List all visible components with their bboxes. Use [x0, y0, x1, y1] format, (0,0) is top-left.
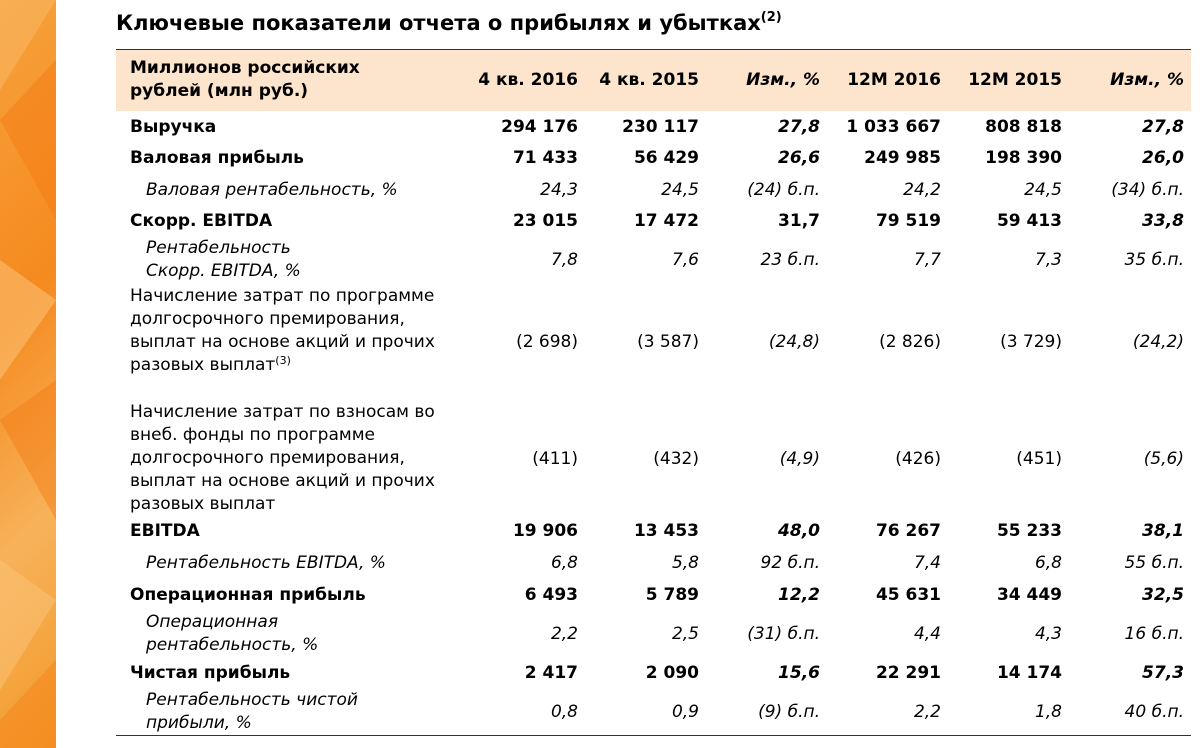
row-ebitda-margin-chg-fy: 55 б.п.: [1124, 553, 1184, 573]
row-operating-profit-12m-2015: 34 449: [996, 585, 1062, 605]
header-change-q: Изм., %: [746, 70, 820, 90]
row-ltip-accrual-q4-2015: (3 587): [637, 332, 699, 352]
title-footnote: (2): [760, 10, 782, 25]
row-adj-ebitda-margin-chg-q: 23 б.п.: [760, 250, 820, 270]
row-net-profit-label: Чистая прибыль: [130, 663, 291, 683]
row-revenue-12m-2015: 808 818: [985, 117, 1062, 137]
row-gross-margin-chg-fy: (34) б.п.: [1111, 180, 1184, 200]
row-net-margin-12m-2016: 2,2: [913, 702, 941, 722]
row-ebitda-q4-2015: 13 453: [633, 521, 699, 541]
row-ltip-accrual-footnote: (3): [275, 354, 291, 367]
row-operating-margin-chg-fy: 16 б.п.: [1124, 624, 1184, 644]
row-gross-profit-q4-2015: 56 429: [633, 148, 699, 168]
table-bottom-rule: [116, 735, 1191, 736]
row-adj-ebitda-12m-2015: 59 413: [996, 211, 1062, 231]
row-operating-margin-12m-2016: 4,4: [913, 624, 941, 644]
row-operating-margin-chg-q: (31) б.п.: [747, 624, 820, 644]
decorative-orange-stripe: [0, 0, 56, 748]
row-adj-ebitda-margin-label: Рентабельность Скорр. EBITDA, %: [146, 238, 301, 281]
row-social-contrib-q4-2016: (411): [532, 449, 578, 469]
row-revenue-chg-q: 27,8: [778, 117, 820, 137]
row-gross-margin-12m-2015: 24,5: [1024, 180, 1062, 200]
row-gross-margin-12m-2016: 24,2: [903, 180, 941, 200]
row-net-margin-chg-q: (9) б.п.: [758, 702, 820, 722]
row-operating-profit-chg-fy: 32,5: [1142, 585, 1184, 605]
row-social-contrib-q4-2015: (432): [653, 449, 699, 469]
row-operating-profit-label: Операционная прибыль: [130, 585, 366, 605]
header-12m-2016: 12М 2016: [847, 70, 941, 90]
row-operating-margin-q4-2015: 2,5: [671, 624, 699, 644]
row-ltip-accrual-label: [130, 285, 455, 377]
row-revenue-label: Выручка: [130, 117, 217, 137]
row-adj-ebitda-chg-fy: 33,8: [1142, 211, 1184, 231]
row-adj-ebitda-margin-q4-2015: 7,6: [671, 250, 699, 270]
row-net-margin-q4-2015: 0,9: [671, 702, 699, 722]
row-ebitda-margin-chg-q: 92 б.п.: [760, 553, 820, 573]
row-ebitda-margin-q4-2016: 6,8: [550, 553, 578, 573]
row-ebitda-label: EBITDA: [130, 521, 200, 541]
row-ebitda-12m-2015: 55 233: [996, 521, 1062, 541]
row-adj-ebitda-margin-12m-2016: 7,7: [913, 250, 941, 270]
row-ltip-accrual-12m-2016: (2 826): [879, 332, 941, 352]
row-social-contrib-chg-q: (4,9): [779, 449, 820, 469]
row-gross-profit-label: Валовая прибыль: [130, 148, 304, 168]
row-ebitda-margin-label: Рентабельность EBITDA, %: [146, 553, 386, 573]
row-ebitda-q4-2016: 19 906: [512, 521, 578, 541]
row-revenue-chg-fy: 27,8: [1142, 117, 1184, 137]
row-ebitda-margin-12m-2015: 6,8: [1034, 553, 1062, 573]
row-ltip-accrual-text: Начисление затрат по программе долгосрочного премирования, выплат на основе акций и прочих разовых выплат: [130, 286, 435, 375]
row-gross-profit-q4-2016: 71 433: [512, 148, 578, 168]
row-social-contrib-chg-fy: (5,6): [1143, 449, 1184, 469]
row-operating-profit-chg-q: 12,2: [778, 585, 820, 605]
row-ebitda-chg-q: 48,0: [778, 521, 820, 541]
row-revenue-12m-2016: 1 033 667: [846, 117, 941, 137]
row-net-profit-12m-2015: 14 174: [996, 663, 1062, 683]
header-12m-2015: 12М 2015: [968, 70, 1062, 90]
header-q4-2015: 4 кв. 2015: [599, 70, 699, 90]
row-social-contrib-label: Начисление затрат по взносам во внеб. фонды по программе долгосрочного премирования, выплат на основе акций и прочих разовых выплат: [130, 402, 435, 514]
row-gross-margin-q4-2015: 24,5: [661, 180, 699, 200]
row-ltip-accrual-chg-q: (24,8): [768, 332, 820, 352]
row-gross-profit-chg-fy: 26,0: [1142, 148, 1184, 168]
row-adj-ebitda-margin-12m-2015: 7,3: [1034, 250, 1062, 270]
row-adj-ebitda-12m-2016: 79 519: [875, 211, 941, 231]
row-social-contrib-12m-2016: (426): [895, 449, 941, 469]
row-ebitda-margin-q4-2015: 5,8: [671, 553, 699, 573]
row-adj-ebitda-q4-2016: 23 015: [512, 211, 578, 231]
row-adj-ebitda-chg-q: 31,7: [778, 211, 820, 231]
page-title: [116, 10, 782, 35]
row-net-profit-q4-2015: 2 090: [645, 663, 699, 683]
row-net-margin-q4-2016: 0,8: [550, 702, 578, 722]
header-label: Миллионов российских рублей (млн руб.): [130, 58, 360, 101]
row-operating-margin-q4-2016: 2,2: [550, 624, 578, 644]
header-change-fy: Изм., %: [1110, 70, 1184, 90]
row-ltip-accrual-chg-fy: (24,2): [1132, 332, 1184, 352]
stripe-pattern: [0, 0, 56, 748]
row-operating-margin-12m-2015: 4,3: [1034, 624, 1062, 644]
row-net-margin-label: Рентабельность чистой прибыли, %: [146, 690, 358, 733]
row-operating-profit-12m-2016: 45 631: [875, 585, 941, 605]
row-net-profit-12m-2016: 22 291: [875, 663, 941, 683]
row-net-profit-chg-q: 15,6: [778, 663, 820, 683]
title-text: Ключевые показатели отчета о прибылях и убытках: [116, 11, 761, 35]
row-ebitda-12m-2016: 76 267: [875, 521, 941, 541]
row-net-profit-chg-fy: 57,3: [1142, 663, 1184, 683]
row-gross-margin-label: Валовая рентабельность, %: [146, 180, 398, 200]
row-operating-profit-q4-2016: 6 493: [524, 585, 578, 605]
row-gross-profit-12m-2015: 198 390: [985, 148, 1062, 168]
row-social-contrib-12m-2015: (451): [1016, 449, 1062, 469]
row-revenue-q4-2015: 230 117: [622, 117, 699, 137]
row-adj-ebitda-label: Скорр. EBITDA: [130, 211, 273, 231]
row-net-profit-q4-2016: 2 417: [524, 663, 578, 683]
row-revenue-q4-2016: 294 176: [501, 117, 578, 137]
row-net-margin-chg-fy: 40 б.п.: [1124, 702, 1184, 722]
row-ebitda-margin-12m-2016: 7,4: [913, 553, 941, 573]
row-adj-ebitda-margin-q4-2016: 7,8: [550, 250, 578, 270]
row-adj-ebitda-q4-2015: 17 472: [633, 211, 699, 231]
row-net-margin-12m-2015: 1,8: [1034, 702, 1062, 722]
row-ltip-accrual-q4-2016: (2 698): [516, 332, 578, 352]
row-gross-profit-12m-2016: 249 985: [864, 148, 941, 168]
row-operating-margin-label: Операционная рентабельность, %: [146, 612, 319, 655]
row-adj-ebitda-margin-chg-fy: 35 б.п.: [1124, 250, 1184, 270]
row-gross-margin-q4-2016: 24,3: [540, 180, 578, 200]
header-q4-2016: 4 кв. 2016: [478, 70, 578, 90]
row-gross-profit-chg-q: 26,6: [778, 148, 820, 168]
row-operating-profit-q4-2015: 5 789: [645, 585, 699, 605]
table-top-rule: [116, 49, 1191, 50]
row-ebitda-chg-fy: 38,1: [1142, 521, 1184, 541]
row-gross-margin-chg-q: (24) б.п.: [747, 180, 820, 200]
row-ltip-accrual-12m-2015: (3 729): [1000, 332, 1062, 352]
